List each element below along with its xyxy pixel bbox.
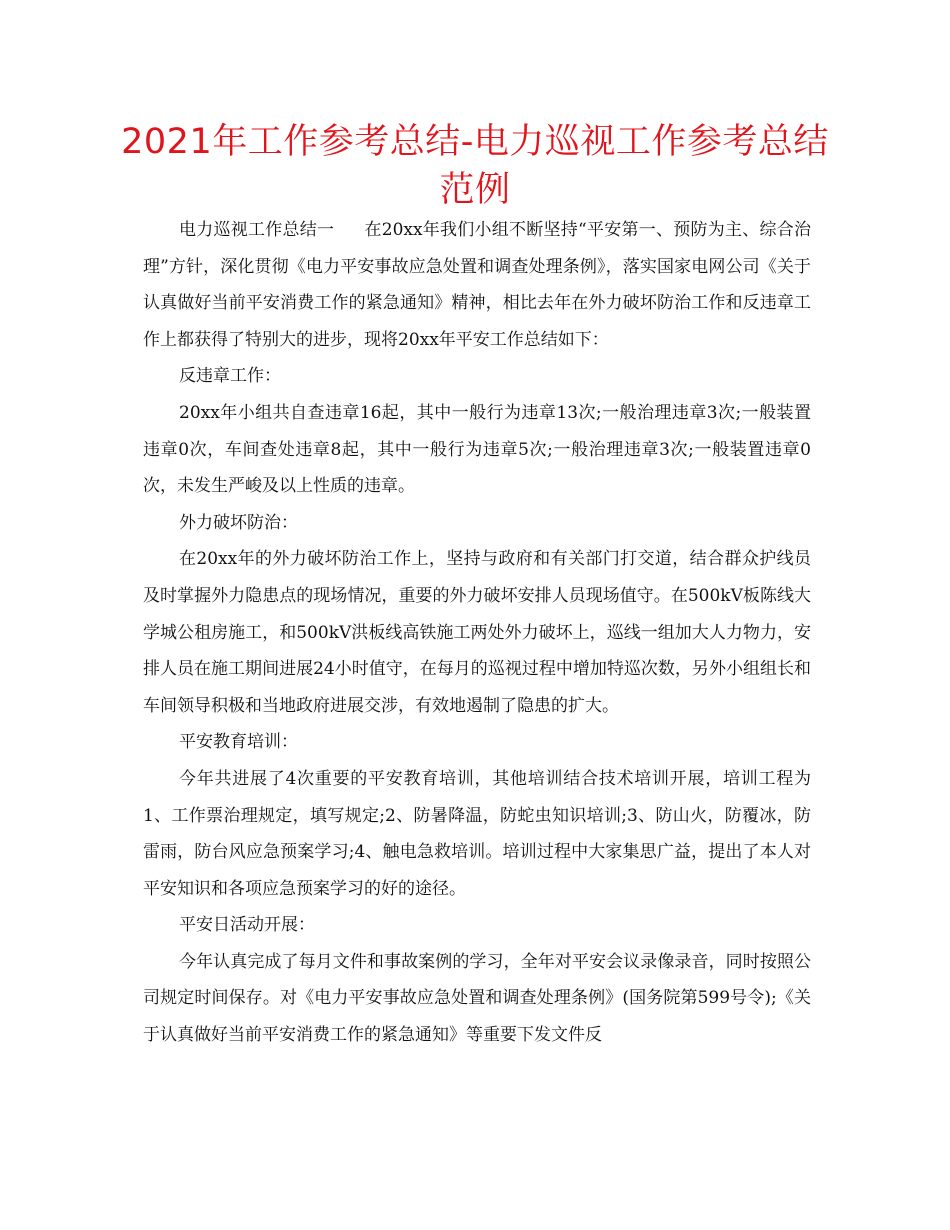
paragraph-safety-day: 今年认真完成了每月文件和事故案例的学习，全年对平安会议录像录音，同时按照公司规定时间保存。对《电力平安事故应急处置和调查处理条例》(国务院第599号令);《关于认真做好当前平安消费工作的紧急通知》等重要下发文件反: [143, 951, 811, 1046]
paragraph-external-damage: 在20xx年的外力破坏防治工作上，坚持与政府和有关部门打交道，结合群众护线员及时掌握外力隐患点的现场情况，重要的外力破坏安排人员现场值守。在500kV板陈线大学城公租房施工，和500kV洪板线高铁施工两处外力破坏上，巡线一组加大人力物力，安排人员在施工期间进展24小时值守，在每月的巡视过程中增加特巡次数，另外小组组长和车间领导积极和当地政府进展交涉，有效地遏制了隐患的扩大。: [143, 549, 811, 716]
paragraph-intro: [143, 212, 811, 358]
section-heading-external-damage: 外力破坏防治：: [179, 512, 298, 533]
section-heading-anti-violation: 反违章工作：: [179, 366, 281, 387]
paragraph-anti-violation: 20xx年小组共自查违章16起，其中一般行为违章13次;一般治理违章3次;一般装置违章0次，车间查处违章8起，其中一般行为违章5次;一般治理违章3次;一般装置违章0次，未发生严峻及以上性质的违章。: [143, 402, 811, 497]
paragraph-safety-training: 今年共进展了4次重要的平安教育培训，其他培训结合技术培训开展，培训工程为1、工作票治理规定，填写规定;2、防暑降温，防蛇虫知识培训;3、防山火，防覆冰，防雷雨，防台风应急预案学习;4、触电急救培训。培训过程中大家集思广益，提出了本人对平安知识和各项应急预案学习的好的途径。: [143, 768, 811, 899]
section-heading-safety-day: 平安日活动开展：: [179, 915, 315, 936]
paragraph-text: 在20xx年我们小组不断坚持“平安第一、预防为主、综合治理”方针，深化贯彻《电力平安事故应急处置和调查处理条例》，落实国家电网公司《关于认真做好当前平安消费工作的紧急通知》精神，相比去年在外力破坏防治工作和反违章工作上都获得了特别大的进步，现将20xx年平安工作总结如下：: [143, 220, 811, 350]
document-title: 2021年工作参考总结-电力巡视工作参考总结范例: [121, 122, 829, 210]
paragraph-lead: 电力巡视工作总结一: [179, 220, 335, 240]
document-body: [143, 212, 811, 1054]
section-heading-safety-training: 平安教育培训：: [179, 732, 298, 753]
